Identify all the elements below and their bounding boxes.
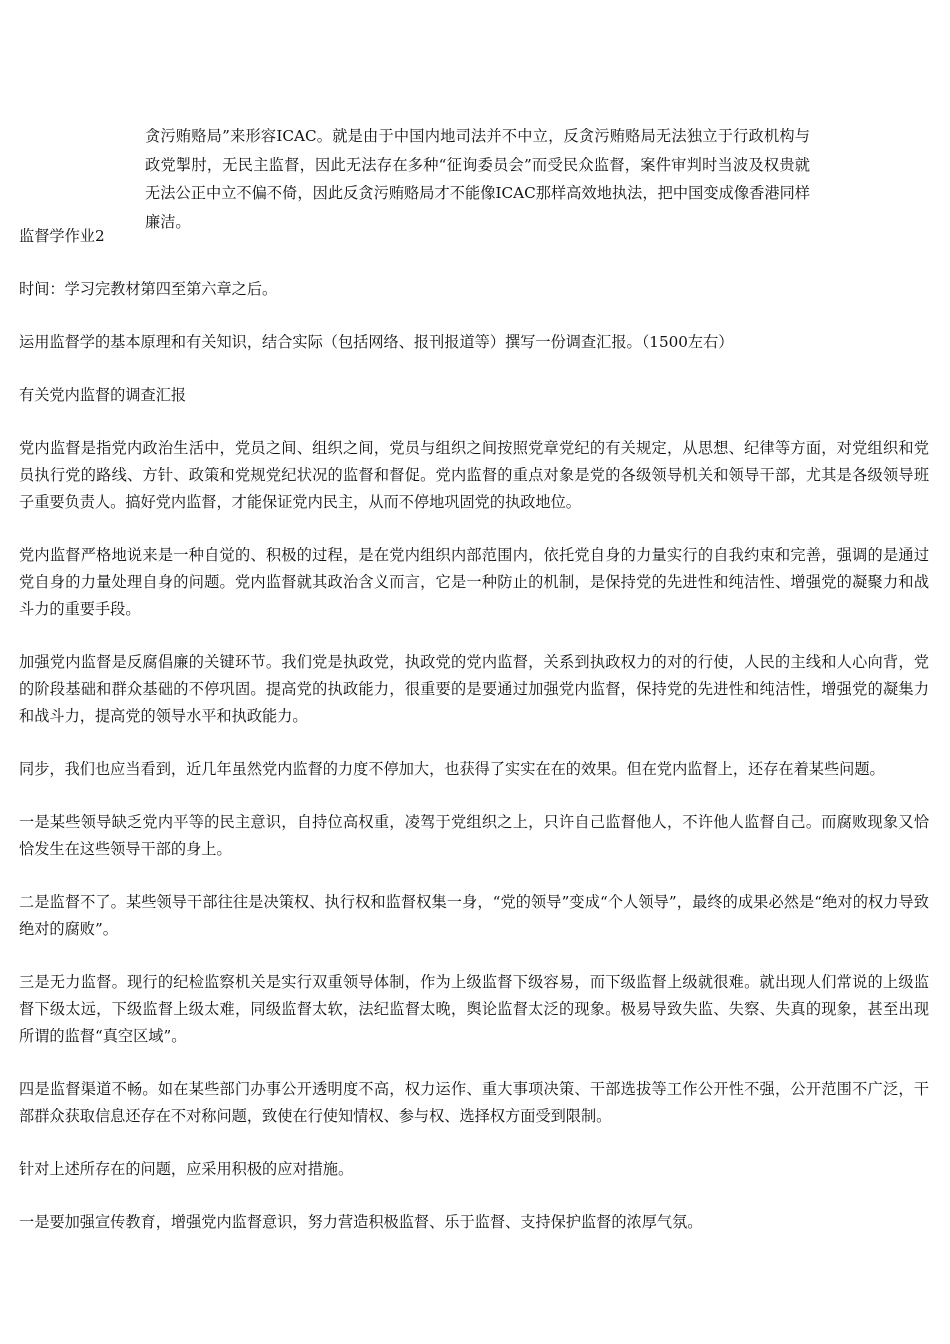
body-paragraph: 四是监督渠道不畅。如在某些部门办事公开透明度不高，权力运作、重大事项决策、干部选拔等工作公开性不强，公开范围不广泛，干部群众获取信息还存在不对称问题，致使在行使知情权、参与权、选择权方面受到限制。 <box>19 1080 929 1125</box>
report-title: 有关党内监督的调查汇报 <box>19 386 187 404</box>
document-body <box>19 223 929 1262</box>
body-paragraph: 二是监督不了。某些领导干部往往是决策权、执行权和监督权集一身，“党的领导”变成“个人领导”，最终的成果必然是“绝对的权力导致绝对的腐败”。 <box>19 893 929 938</box>
body-paragraph: 加强党内监督是反腐倡廉的关键环节。我们党是执政党，执政党的党内监督，关系到执政权力的对的行使，人民的主线和人心向背，党的阶段基础和群众基础的不停巩固。提高党的执政能力，很重要的是要通过加强党内监督，保持党的先进性和纯洁性，增强党的凝集力和战斗力，提高党的领导水平和执政能力。 <box>19 653 929 725</box>
body-paragraph: 针对上述所存在的问题，应采用积极的应对措施。 <box>19 1160 354 1178</box>
assignment-title: 监督学作业2 <box>19 227 105 245</box>
body-paragraph: 一是要加强宣传教育，增强党内监督意识，努力营造积极监督、乐于监督、支持保护监督的浓厚气氛。 <box>19 1213 703 1231</box>
body-paragraph: 三是无力监督。现行的纪检监察机关是实行双重领导体制，作为上级监督下级容易，而下级监督上级就很难。就出现人们常说的上级监督下级太远，下级监督上级太难，同级监督太软，法纪监督太晚，舆论监督太泛的现象。极易导致失监、失察、失真的现象，甚至出现所谓的监督“真空区域”。 <box>19 973 929 1045</box>
time-note: 时间：学习完教材第四至第六章之后。 <box>19 280 278 298</box>
task-note: 运用监督学的基本原理和有关知识，结合实际（包括网络、报刊报道等）撰写一份调查汇报。（1500左右） <box>19 333 734 351</box>
body-paragraph: 党内监督严格地说来是一种自觉的、积极的过程，是在党内组织内部范围内，依托党自身的力量实行的自我约束和完善，强调的是通过党自身的力量处理自身的问题。党内监督就其政治含义而言，它是一种防止的机制，是保持党的先进性和纯洁性、增强党的凝聚力和战斗力的重要手段。 <box>19 546 929 618</box>
body-paragraph: 一是某些领导缺乏党内平等的民主意识，自持位高权重，凌驾于党组织之上，只许自己监督他人，不许他人监督自己。而腐败现象又恰恰发生在这些领导干部的身上。 <box>19 813 929 858</box>
body-paragraph: 同步，我们也应当看到，近几年虽然党内监督的力度不停加大，也获得了实实在在的效果。但在党内监督上，还存在着某些问题。 <box>19 760 885 778</box>
body-paragraph: 党内监督是指党内政治生活中，党员之间、组织之间，党员与组织之间按照党章党纪的有关规定，从思想、纪律等方面，对党组织和党员执行党的路线、方针、政策和党规党纪状况的监督和督促。党内监督的重点对象是党的各级领导机关和领导干部，尤其是各级领导班子重要负责人。搞好党内监督，才能保证党内民主，从而不停地巩固党的执政地位。 <box>19 439 929 511</box>
carryover-paragraph: 贪污贿赂局”来形容ICAC。就是由于中国内地司法并不中立，反贪污贿赂局无法独立于行政机构与政党掣肘，无民主监督，因此无法存在多种“征询委员会”而受民众监督，案件审判时当波及权贵就无法公正中立不偏不倚，因此反贪污贿赂局才不能像ICAC那样高效地执法，把中国变成像香港同样廉洁。 <box>145 127 810 231</box>
